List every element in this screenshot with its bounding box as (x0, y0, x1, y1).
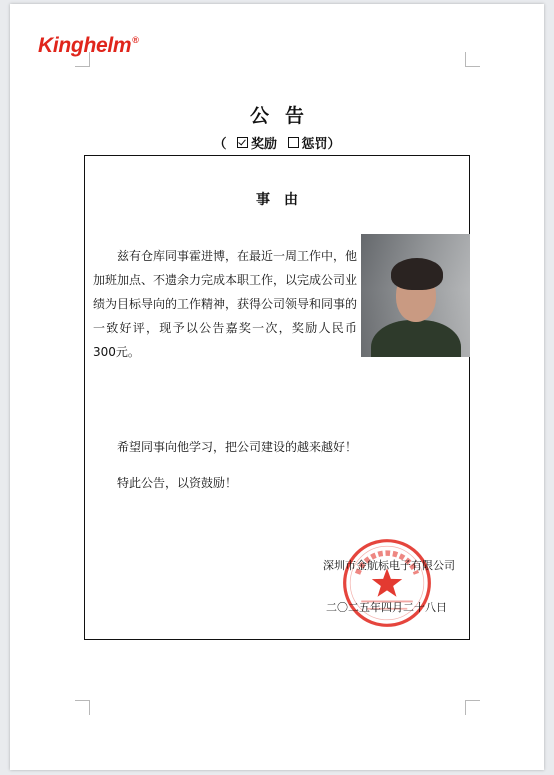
margin-corner-top-right (465, 52, 480, 67)
employee-photo (361, 234, 470, 357)
open-paren: （ (213, 137, 227, 152)
logo-text: Kinghelm (38, 34, 132, 57)
margin-corner-bottom-right (465, 700, 480, 715)
reward-label: 奖励 (250, 137, 277, 152)
company-seal-stamp (341, 537, 433, 629)
registered-mark: ® (132, 35, 139, 45)
reason-heading: 事由 (256, 192, 312, 208)
penalty-checkbox[interactable] (288, 137, 299, 148)
notice-date: 二〇二五年四月二十八日 (326, 601, 447, 614)
close-paren: ） (327, 137, 341, 152)
notice-type-selector (10, 133, 544, 152)
margin-corner-bottom-left (75, 700, 90, 715)
notice-content-box (84, 155, 470, 640)
document-page (10, 4, 544, 770)
margin-corner-top-left (75, 52, 90, 67)
reward-checkbox[interactable] (237, 137, 248, 148)
photo-hair (391, 258, 443, 290)
penalty-label: 惩罚 (301, 137, 328, 152)
notice-title: 公告 (249, 105, 320, 127)
closing-line-hope: 希望同事向他学习，把公司建设的越来越好！ (117, 440, 358, 454)
reason-paragraph: 兹有仓库同事霍进博，在最近一周工作中，他加班加点、不遗余力完成本职工作，以完成公司业绩为目标导向的工作精神，获得公司领导和同事的一致好评，现予以公告嘉奖一次，奖励人民币 300元。 (93, 249, 358, 359)
closing-line-encourage: 特此公告，以资鼓励！ (117, 476, 238, 490)
company-name: 深圳市金航标电子有限公司 (323, 559, 455, 572)
